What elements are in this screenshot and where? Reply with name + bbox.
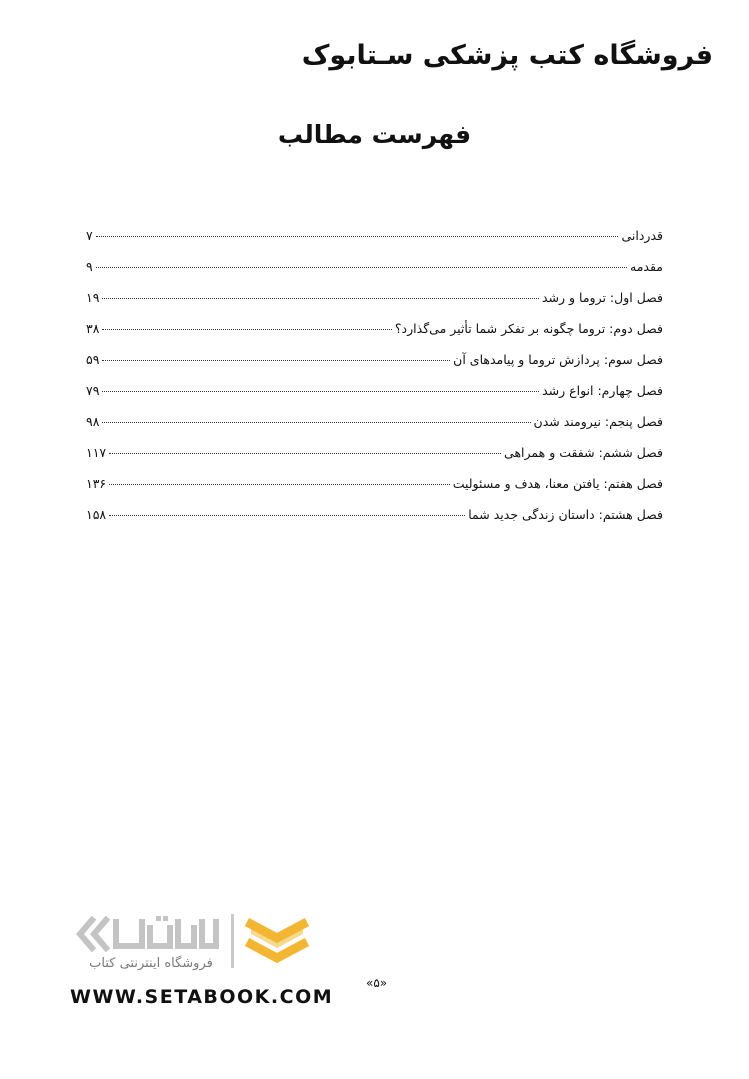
toc-dot-leader [102,329,391,330]
toc-entry-label: فصل چهارم: انواع رشد [542,383,663,398]
toc-entry-label: فصل اول: تروما و رشد [541,290,663,305]
toc-entry-page: ۷ [86,228,93,243]
book-emblem-icon [241,914,313,968]
toc-entry-label: فصل دوم: تروما چگونه بر تفکر شما تأثیر می‌گذارد؟ [394,321,663,336]
toc-entry [86,259,663,290]
toc-entry [86,352,663,383]
toc-entry-page: ۹۸ [86,414,100,429]
toc-dot-leader [109,515,465,516]
table-of-contents [86,228,663,538]
toc-entry-label: فصل ششم: شفقت و همراهی [504,445,663,460]
toc-dot-leader [96,267,627,268]
toc-entry-label: فصل پنجم: نیرومند شدن [533,414,663,429]
toc-dot-leader [102,360,450,361]
logo-wordmark-icon [72,912,220,956]
logo-divider [231,914,234,968]
setabook-logo [64,912,314,974]
toc-entry-label: قدردانی [621,228,663,243]
toc-entry [86,321,663,352]
toc-entry-page: ۱۹ [86,290,100,305]
website-url: WWW.SETABOOK.COM [70,986,334,1008]
toc-dot-leader [109,453,501,454]
toc-entry-page: ۵۹ [86,352,100,367]
toc-dot-leader [96,236,619,237]
toc-dot-leader [102,298,539,299]
logo-tagline: فروشگاه اینترنتی کتاب [89,956,213,971]
toc-entry-page: ۷۹ [86,383,100,398]
toc-entry-page: ۱۳۶ [86,476,107,491]
toc-entry-label: فصل هفتم: یافتن معنا، هدف و مسئولیت [452,476,663,491]
toc-entry-label: فصل هشتم: داستان زندگی جدید شما [468,507,663,522]
toc-entry [86,414,663,445]
toc-entry [86,507,663,538]
store-title: فروشگاه کتب پزشکی سـتابوک [301,40,713,71]
toc-entry-page: ۹ [86,259,93,274]
toc-entry [86,228,663,259]
toc-entry [86,476,663,507]
toc-entry-page: ۱۱۷ [86,445,107,460]
toc-entry [86,383,663,414]
page-number: «۵» [366,976,388,990]
toc-dot-leader [109,484,450,485]
toc-entry-label: مقدمه [630,259,663,274]
toc-entry-label: فصل سوم: پردازش تروما و پیامدهای آن [453,352,663,367]
toc-entry-page: ۱۵۸ [86,507,107,522]
toc-entry-page: ۳۸ [86,321,100,336]
toc-dot-leader [102,422,530,423]
toc-title: فهرست مطالب [277,120,472,149]
toc-entry [86,445,663,476]
toc-dot-leader [102,391,539,392]
toc-entry [86,290,663,321]
